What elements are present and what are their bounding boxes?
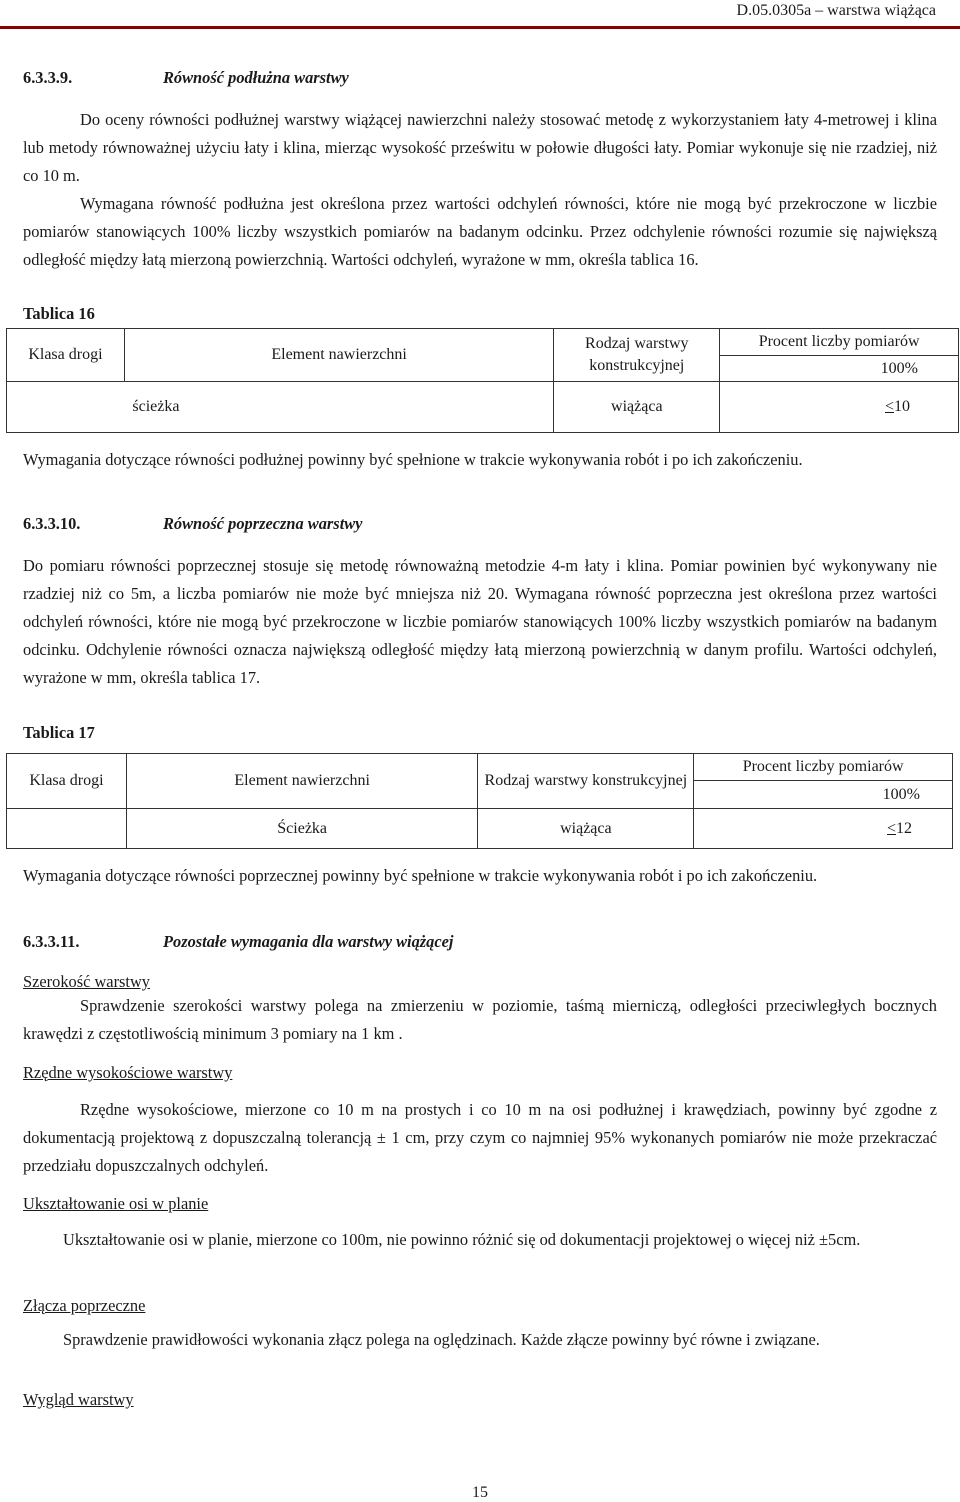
section-heading-11	[23, 932, 454, 952]
cell-element: ścieżka	[124, 382, 553, 433]
section-number: 6.3.3.9.	[23, 68, 73, 87]
cell-value: <10	[720, 382, 959, 433]
section-heading-10	[23, 514, 363, 534]
cell-element: Ścieżka	[126, 809, 478, 849]
subsection-heading-os-planie: Ukształtowanie osi w planie	[23, 1194, 209, 1213]
subsection-heading-zlacza: Złącza poprzeczne	[23, 1296, 146, 1315]
subsection-heading-rzedne: Rzędne wysokościowe warstwy	[23, 1063, 233, 1082]
section-title: Równość poprzeczna warstwy	[163, 514, 363, 533]
header-element: Element nawierzchni	[126, 754, 478, 809]
table-16	[6, 328, 959, 433]
after-table-16-paragraph: Wymagania dotyczące równości podłużnej powinny być spełnione w trakcie wykonywania robót i po ich zakończeniu.	[23, 450, 803, 469]
section-9-paragraph-2: Wymagana równość podłużna jest określona przez wartości odchyleń równości, które nie mogą być przekroczone w liczbie pomiarów stanowiących 100% liczby wszystkich pomiarów na badanym odcinku. Przez odchylenie równości rozumie się największą odległość między łatą mierzoną powierzchnią. Wartości odchyleń, wyrażone w mm, określa tablica 16.	[23, 194, 937, 269]
header-klasa-drogi: Klasa drogi	[7, 329, 125, 382]
cell-rodzaj: wiążąca	[478, 809, 694, 849]
subsection-text-rzedne: Rzędne wysokościowe, mierzone co 10 m na prostych i co 10 m na osi podłużnej i krawędziach, powinny być zgodne z dokumentacją projektową z dopuszczalną tolerancją ± 1 cm, przy czym co najmniej 95% wykonanych pomiarów nie może przekraczać przedziału dopuszczalnych odchyleń.	[23, 1100, 937, 1175]
cell-klasa-empty	[7, 809, 127, 849]
after-table-17-paragraph: Wymagania dotyczące równości poprzecznej powinny być spełnione w trakcie wykonywania robót i po ich zakończeniu.	[23, 866, 818, 885]
section-heading-9	[23, 68, 349, 88]
page-header-title: D.05.0305a – warstwa wiążąca	[736, 2, 936, 19]
cell-rodzaj: wiążąca	[554, 382, 720, 433]
subsection-heading-szerokosc: Szerokość warstwy	[23, 972, 150, 991]
header-rule	[0, 26, 960, 29]
cell-value: <12	[694, 809, 953, 849]
table-16-label: Tablica 16	[23, 304, 95, 323]
header-klasa-drogi: Klasa drogi	[7, 754, 127, 809]
table-17	[6, 753, 953, 849]
page-number: 15	[472, 1484, 488, 1501]
table-17-label: Tablica 17	[23, 723, 95, 742]
subsection-heading-wyglad: Wygląd warstwy	[23, 1390, 134, 1409]
section-title: Równość podłużna warstwy	[163, 68, 349, 87]
section-number: 6.3.3.10.	[23, 514, 81, 533]
header-100-percent: 100%	[720, 356, 959, 382]
subsection-text-zlacza: Sprawdzenie prawidłowości wykonania złącz polega na oględzinach. Każde złącze powinny być równe i związane.	[63, 1330, 820, 1349]
header-procent: Procent liczby pomiarów	[720, 329, 959, 356]
cell-klasa-empty	[7, 382, 125, 433]
header-procent: Procent liczby pomiarów	[694, 754, 953, 781]
section-10-paragraph: Do pomiaru równości poprzecznej stosuje się metodę równoważną metodzie 4-m łaty i klina. Pomiar powinien być wykonywany nie rzadziej niż co 5m, a liczba pomiarów nie może być mniejsza niż 20. Wymagana równość poprzeczna jest określona przez wartości odchyleń równości, które nie mogą być przekroczone w liczbie pomiarów stanowiących 100% liczby wszystkich pomiarów na badanym odcinku. Odchylenie równości oznacza największą odległość między łatą mierzoną powierzchnią w danym profilu. Wartości odchyleń, wyrażone w mm, określa tablica 17.	[23, 556, 937, 687]
header-element: Element nawierzchni	[124, 329, 553, 382]
section-number: 6.3.3.11.	[23, 932, 80, 951]
subsection-text-os-planie: Ukształtowanie osi w planie, mierzone co 100m, nie powinno różnić się od dokumentacji projektowej o więcej niż ±5cm.	[63, 1230, 861, 1249]
header-rodzaj: Rodzaj warstwy konstrukcyjnej	[478, 754, 694, 809]
section-9-paragraph-1: Do oceny równości podłużnej warstwy wiążącej nawierzchni należy stosować metodę z wykorzystaniem łaty 4-metrowej i klina lub metody równoważnej użyciu łaty i klina, mierząc wysokość prześwitu w połowie długości łaty. Pomiar wykonuje się nie rzadziej, niż co 10 m.	[23, 110, 937, 185]
subsection-text-szerokosc: Sprawdzenie szerokości warstwy polega na zmierzeniu w poziomie, taśmą mierniczą, odległości przeciwległych bocznych krawędzi z częstotliwością minimum 3 pomiary na 1 km .	[23, 996, 937, 1043]
header-100-percent: 100%	[694, 781, 953, 809]
header-rodzaj: Rodzaj warstwy konstrukcyjnej	[554, 329, 720, 382]
section-title: Pozostałe wymagania dla warstwy wiążącej	[163, 932, 454, 951]
